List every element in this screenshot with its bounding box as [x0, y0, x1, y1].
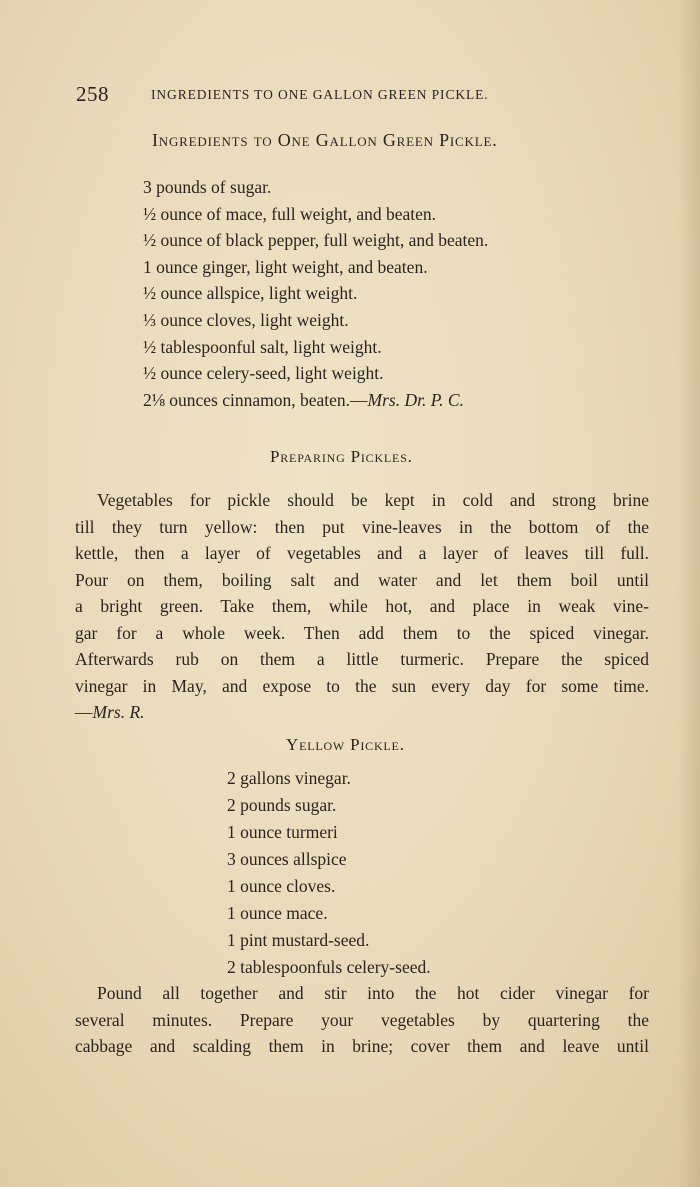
paragraph-yellow-pickle [75, 980, 649, 1060]
list-item: 1 ounce turmeri [227, 822, 338, 842]
list-item: 3 ounces allspice [227, 849, 347, 869]
list-item: ½ tablespoonful salt, light weight. [143, 336, 382, 357]
text-line: vinegar in May, and expose to the sun every day for some time. [75, 675, 649, 696]
list-item: 2 tablespoonfuls celery-seed. [227, 957, 431, 977]
list-item: ½ ounce of mace, full weight, and beaten. [143, 203, 437, 224]
text-line: a bright green. Take them, while hot, and place in weak vine- [75, 596, 649, 616]
attribution-dash: — [75, 702, 93, 722]
attribution-line [75, 699, 649, 726]
text-line: cabbage and scalding them in brine; cover them and leave until [75, 1036, 649, 1056]
list-item [143, 387, 488, 414]
page-header [76, 82, 606, 110]
list-item: 3 pounds of sugar. [143, 177, 272, 197]
list-item: 2 gallons vinegar. [227, 768, 351, 788]
text-line: Pound all together and stir into the hot cider vinegar for [97, 983, 649, 1003]
text-line: several minutes. Prepare your vegetables by quartering the [75, 1009, 649, 1030]
list-item-text: 2⅛ ounces cinnamon, beaten.— [143, 389, 368, 410]
section-title-yellow-pickle: Yellow Pickle. [286, 735, 405, 754]
running-head: INGREDIENTS TO ONE GALLON GREEN PICKLE. [151, 87, 489, 102]
ingredient-list-green-pickle [143, 174, 488, 413]
list-item: 1 ounce cloves. [227, 876, 336, 896]
attribution: Mrs. R. [92, 702, 145, 722]
section-title-green-pickle: Ingredients to One Gallon Green Pickle. [152, 130, 498, 150]
text-line: Pour on them, boiling salt and water and let them boil until [75, 569, 649, 590]
text-line: Vegetables for pickle should be kept in cold and strong brine [97, 490, 649, 510]
paragraph-preparing [75, 487, 649, 726]
page-number: 258 [76, 82, 109, 106]
list-item: ½ ounce allspice, light weight. [143, 283, 358, 304]
list-item: ⅓ ounce cloves, light weight. [143, 309, 349, 330]
text-line: kettle, then a layer of vegetables and a layer of leaves till full. [75, 543, 649, 563]
list-item: ½ ounce of black pepper, full weight, and beaten. [143, 230, 489, 251]
list-item: 2 pounds sugar. [227, 795, 337, 815]
list-item: 1 ounce mace. [227, 903, 328, 923]
text-line: till they turn yellow: then put vine-leaves in the bottom of the [75, 516, 649, 537]
attribution: Mrs. Dr. P. C. [367, 389, 464, 410]
page-edge-shadow [678, 0, 700, 1187]
list-item: ½ ounce celery-seed, light weight. [143, 363, 384, 384]
text-line: Afterwards rub on them a little turmeric. Prepare the spiced [75, 649, 649, 669]
list-item: 1 pint mustard-seed. [227, 930, 370, 950]
text-line: gar for a whole week. Then add them to the spiced vinegar. [75, 622, 649, 643]
list-item: 1 ounce ginger, light weight, and beaten. [143, 256, 428, 277]
section-title-preparing: Preparing Pickles. [270, 447, 413, 466]
ingredient-list-yellow-pickle [227, 765, 431, 981]
